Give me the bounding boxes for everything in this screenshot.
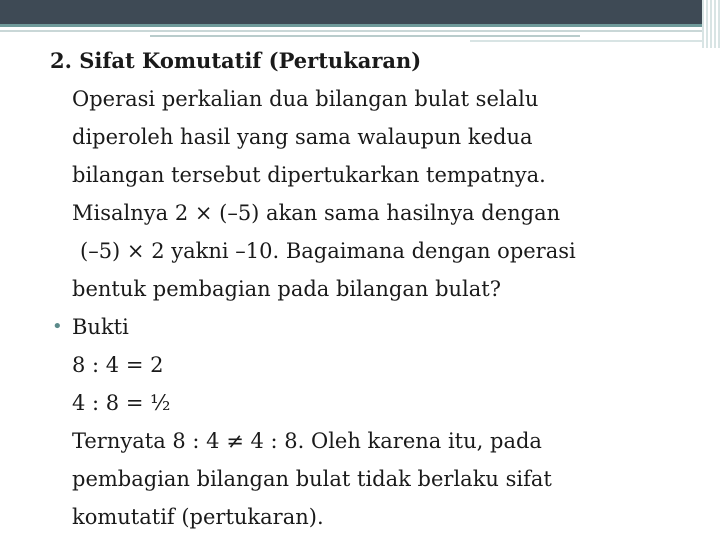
paragraph-line: diperoleh hasil yang sama walaupun kedua [72, 125, 533, 149]
proof-bullet [50, 308, 690, 536]
paragraph-line: bentuk pembagian pada bilangan bulat? [72, 277, 501, 301]
paragraph-line: Misalnya 2 × (–5) akan sama hasilnya dengan [72, 201, 561, 225]
proof-line: pembagian bilangan bulat tidak berlaku sifat [72, 467, 552, 491]
slide-content [50, 42, 690, 536]
commutative-paragraph [50, 80, 690, 308]
bullet-icon: • [52, 316, 63, 337]
slide-corner-stripes [702, 0, 720, 48]
slide-heading: 2. Sifat Komutatif (Pertukaran) [50, 48, 422, 73]
slide-accent-line [150, 35, 580, 37]
slide-accent-line [0, 30, 720, 32]
proof-line: komutatif (pertukaran). [72, 505, 324, 529]
paragraph-line: (–5) × 2 yakni –10. Bagaimana dengan operasi [80, 239, 576, 263]
proof-line: 4 : 8 = ½ [72, 391, 171, 415]
paragraph-line: bilangan tersebut dipertukarkan tempatnya. [72, 163, 546, 187]
proof-title: Bukti [72, 315, 129, 339]
proof-line: Ternyata 8 : 4 ≠ 4 : 8. Oleh karena itu, pada [72, 429, 542, 453]
slide-accent-line [0, 24, 720, 27]
proof-line: 8 : 4 = 2 [72, 353, 164, 377]
paragraph-line: Operasi perkalian dua bilangan bulat selalu [72, 87, 539, 111]
slide-top-bar [0, 0, 720, 24]
